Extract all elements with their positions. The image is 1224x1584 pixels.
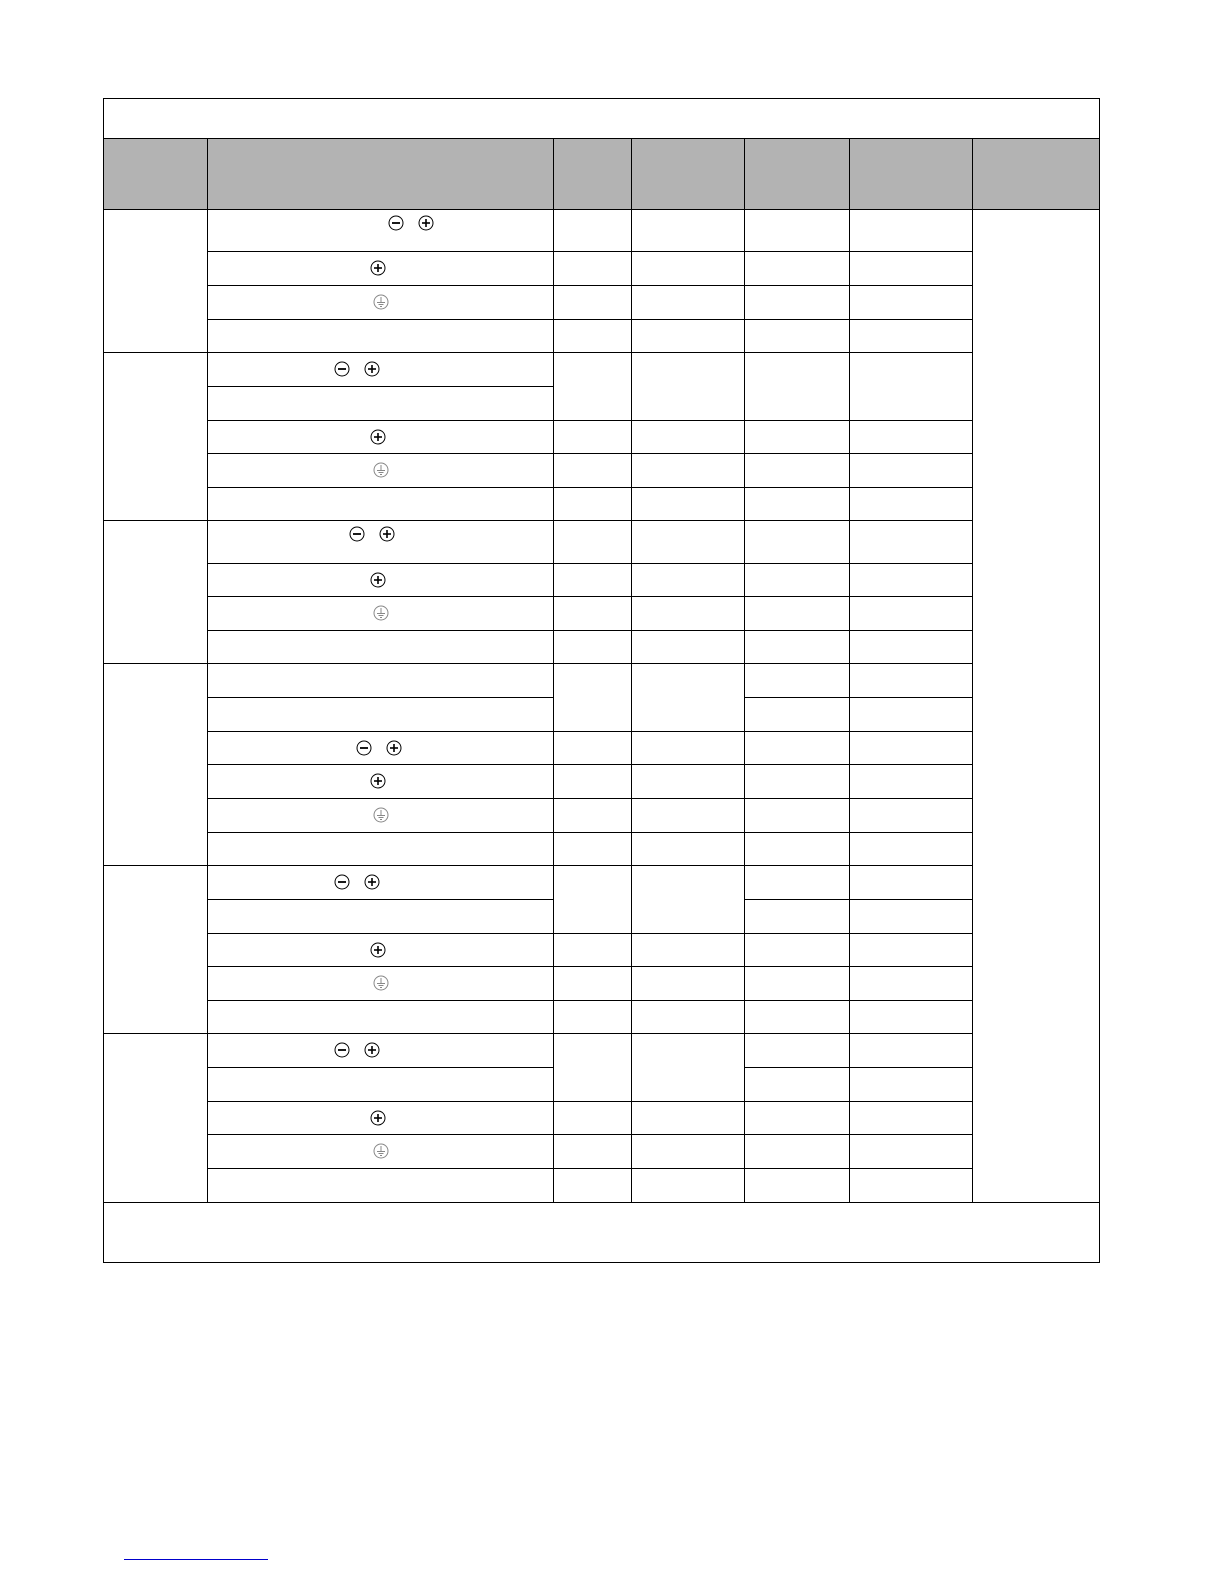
column-border	[553, 453, 554, 488]
column-border	[744, 596, 745, 631]
ground-circle-icon	[373, 807, 389, 823]
column-border	[631, 420, 632, 454]
column-border	[849, 1067, 850, 1102]
column-border	[631, 865, 632, 900]
group-border	[103, 1033, 973, 1034]
row-border	[207, 1168, 973, 1169]
column-border	[553, 386, 554, 421]
column-border	[631, 209, 632, 252]
ground-circle-icon	[373, 1143, 389, 1159]
table-footer-note	[110, 1215, 1090, 1251]
ground-circle-icon	[373, 975, 389, 991]
column-border	[849, 487, 850, 521]
column-border	[972, 209, 973, 1203]
column-border	[849, 899, 850, 934]
row-border	[207, 697, 554, 698]
column-border	[849, 1134, 850, 1169]
header-cell	[553, 138, 631, 209]
header-cell	[103, 138, 207, 209]
column-border	[553, 319, 554, 353]
column-border	[849, 1168, 850, 1203]
column-border	[553, 663, 554, 698]
column-border	[631, 1134, 632, 1169]
column-border	[744, 1134, 745, 1169]
table-title	[110, 108, 1090, 130]
column-border	[553, 832, 554, 866]
column-border	[631, 520, 632, 564]
row-border	[207, 420, 973, 421]
row-border	[207, 386, 554, 387]
column-border	[744, 697, 745, 732]
column-border	[744, 487, 745, 521]
minus-circle-icon	[349, 526, 365, 542]
column-border	[744, 1168, 745, 1203]
column-border	[744, 899, 745, 934]
row-border	[207, 731, 973, 732]
column-border	[849, 596, 850, 631]
minus-circle-icon	[334, 874, 350, 890]
column-border	[849, 1000, 850, 1034]
column-border	[744, 251, 745, 286]
minus-circle-icon	[388, 215, 404, 231]
row-border	[207, 596, 973, 597]
column-border	[849, 663, 850, 698]
column-border	[849, 386, 850, 421]
column-border	[631, 933, 632, 967]
plus-circle-icon	[370, 1110, 386, 1126]
column-border	[553, 487, 554, 521]
column-border	[631, 1168, 632, 1203]
plus-circle-icon	[370, 773, 386, 789]
column-border	[631, 764, 632, 799]
row-border	[207, 1134, 973, 1135]
column-border	[553, 966, 554, 1001]
column-border	[553, 933, 554, 967]
column-border	[631, 630, 632, 664]
header-column-border	[553, 138, 554, 210]
row-border	[207, 1101, 973, 1102]
header-cell	[207, 138, 553, 209]
group-border	[103, 352, 973, 353]
column-border	[631, 386, 632, 421]
column-border	[631, 453, 632, 488]
column-border	[553, 798, 554, 833]
ground-circle-icon	[373, 462, 389, 478]
column-border	[744, 352, 745, 387]
column-border	[744, 319, 745, 353]
row-border	[207, 1000, 973, 1001]
column-border	[631, 798, 632, 833]
column-border	[744, 865, 745, 900]
column-border	[744, 764, 745, 799]
row-border	[207, 966, 973, 967]
column-border	[631, 251, 632, 286]
ground-circle-icon	[373, 294, 389, 310]
column-border	[849, 209, 850, 252]
header-column-border	[207, 138, 208, 210]
column-border	[744, 209, 745, 252]
column-border	[849, 285, 850, 320]
column-border	[744, 520, 745, 564]
plus-circle-icon	[370, 572, 386, 588]
column-border	[744, 663, 745, 698]
column-border	[744, 1000, 745, 1034]
group-border	[103, 663, 973, 664]
header-bottom-border	[103, 209, 1100, 210]
row-border	[207, 832, 973, 833]
column-border	[553, 1101, 554, 1135]
row-border	[207, 933, 973, 934]
column-border	[553, 1168, 554, 1203]
plus-circle-icon	[418, 215, 434, 231]
column-border	[744, 1033, 745, 1068]
column-border	[744, 832, 745, 866]
row-border	[744, 697, 973, 698]
column-border	[631, 1067, 632, 1102]
ground-circle-icon	[373, 605, 389, 621]
column-border	[631, 731, 632, 765]
row-border	[207, 453, 973, 454]
row-border	[207, 899, 554, 900]
column-border	[744, 386, 745, 421]
column-border	[631, 832, 632, 866]
column-border	[849, 1033, 850, 1068]
plus-circle-icon	[379, 526, 395, 542]
column-border	[849, 832, 850, 866]
column-border	[849, 798, 850, 833]
column-border	[849, 865, 850, 900]
column-border	[744, 453, 745, 488]
column-border	[744, 285, 745, 320]
minus-circle-icon	[334, 361, 350, 377]
column-border	[849, 352, 850, 387]
row-border	[207, 798, 973, 799]
plus-circle-icon	[370, 942, 386, 958]
column-border	[553, 209, 554, 252]
column-border	[849, 731, 850, 765]
column-border	[744, 563, 745, 597]
column-border	[631, 285, 632, 320]
row-border	[207, 764, 973, 765]
header-cell	[631, 138, 744, 209]
column-border	[849, 520, 850, 564]
plus-circle-icon	[386, 740, 402, 756]
table-bottom-border	[103, 1262, 1100, 1263]
column-border	[849, 933, 850, 967]
column-border	[744, 420, 745, 454]
column-border	[849, 1101, 850, 1135]
column-border	[631, 663, 632, 698]
column-border	[553, 596, 554, 631]
title-border	[103, 138, 1100, 139]
column-border	[553, 899, 554, 934]
column-border	[553, 1033, 554, 1068]
minus-circle-icon	[356, 740, 372, 756]
row-border	[207, 630, 973, 631]
column-border	[849, 764, 850, 799]
column-border	[849, 319, 850, 353]
header-column-border	[744, 138, 745, 210]
minus-circle-icon	[334, 1042, 350, 1058]
header-cell	[744, 138, 849, 209]
group-border	[103, 520, 973, 521]
plus-circle-icon	[364, 361, 380, 377]
footnote-separator	[124, 1559, 268, 1560]
column-border	[553, 420, 554, 454]
row-border	[207, 487, 973, 488]
table-right-border	[1099, 98, 1100, 1263]
column-border	[553, 251, 554, 286]
column-border	[631, 487, 632, 521]
column-border	[553, 1067, 554, 1102]
row-border	[744, 899, 973, 900]
row-border	[207, 319, 973, 320]
column-border	[631, 596, 632, 631]
column-border	[207, 209, 208, 1203]
table-top-border	[103, 98, 1100, 99]
column-border	[744, 933, 745, 967]
column-border	[553, 731, 554, 765]
column-border	[631, 899, 632, 934]
header-cell	[849, 138, 972, 209]
header-column-border	[631, 138, 632, 210]
column-border	[553, 697, 554, 732]
column-border	[631, 1000, 632, 1034]
group-border	[103, 1202, 973, 1203]
column-border	[744, 1101, 745, 1135]
column-border	[553, 865, 554, 900]
column-border	[553, 1134, 554, 1169]
header-cell	[972, 138, 1099, 209]
column-border	[849, 966, 850, 1001]
column-border	[553, 630, 554, 664]
column-border	[631, 966, 632, 1001]
column-border	[744, 630, 745, 664]
row-border	[744, 1067, 973, 1068]
column-border	[744, 798, 745, 833]
column-border	[631, 697, 632, 732]
column-border	[631, 1033, 632, 1068]
column-border	[553, 1000, 554, 1034]
group-border	[103, 865, 973, 866]
column-border	[744, 731, 745, 765]
column-border	[553, 563, 554, 597]
column-border	[744, 1067, 745, 1102]
column-border	[849, 453, 850, 488]
column-border	[849, 420, 850, 454]
row-border	[207, 285, 973, 286]
column-border	[553, 520, 554, 564]
column-border	[849, 697, 850, 732]
column-border	[631, 1101, 632, 1135]
column-border	[631, 319, 632, 353]
header-column-border	[849, 138, 850, 210]
column-border	[553, 352, 554, 387]
column-border	[631, 352, 632, 387]
row-border	[207, 563, 973, 564]
plus-circle-icon	[370, 429, 386, 445]
column-border	[744, 966, 745, 1001]
column-border	[849, 251, 850, 286]
row-border	[207, 1067, 554, 1068]
column-border	[849, 630, 850, 664]
column-border	[849, 563, 850, 597]
row-border	[207, 251, 973, 252]
column-border	[631, 563, 632, 597]
header-column-border	[972, 138, 973, 210]
plus-circle-icon	[364, 1042, 380, 1058]
plus-circle-icon	[364, 874, 380, 890]
plus-circle-icon	[370, 260, 386, 276]
table-left-border	[103, 98, 104, 1263]
column-border	[553, 285, 554, 320]
column-border	[553, 764, 554, 799]
